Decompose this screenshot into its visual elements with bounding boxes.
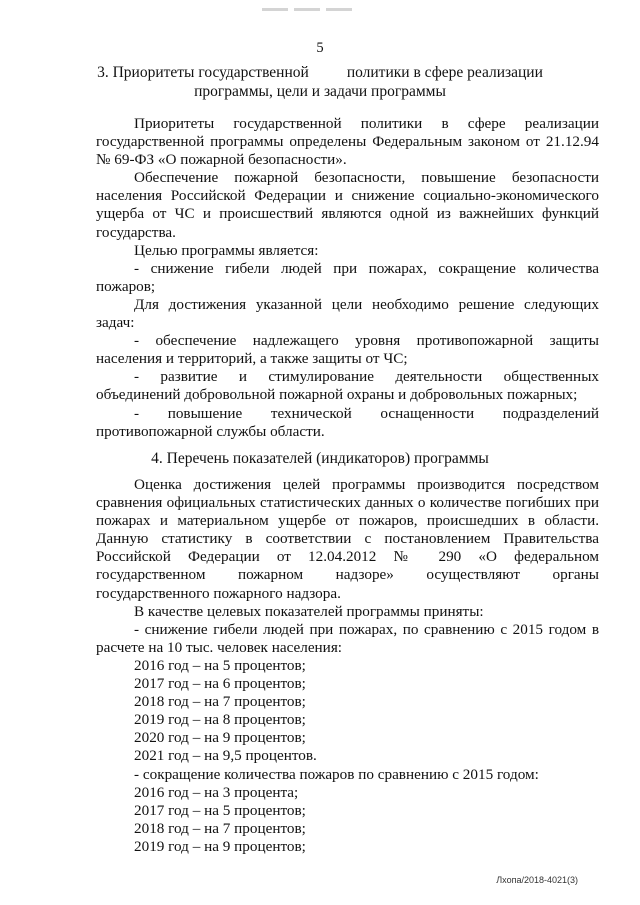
paragraph: Оценка достижения целей программы производится посредством сравнения официальных статистических данных о количестве погибших при пожарах и материальном ущербе от пожаров, происшедших в области. Данную статистику в соответствии с постановлением Правительства Российской Федерации от 12.04.2012 № 290 «О федеральном государственном пожарном надзоре» осуществляют органы государственного пожарного надзора.: [96, 476, 599, 602]
target-item: 2018 год – на 7 процентов;: [134, 819, 306, 837]
section-3-title-part-a: 3. Приоритеты государственной: [97, 64, 309, 81]
target-item: 2021 год – на 9,5 процентов.: [134, 747, 317, 765]
section-3-title-part-b: политики в сфере реализации: [346, 64, 543, 81]
target-item: 2017 год – на 5 процентов;: [134, 801, 306, 819]
target-item: 2018 год – на 7 процентов;: [134, 693, 306, 711]
section-3-title-line-2: программы, цели и задачи программы: [194, 83, 446, 100]
target-item: 2017 год – на 6 процентов;: [134, 675, 306, 693]
list-item: - обеспечение надлежащего уровня противопожарной защиты населения и территорий, а также защиты от ЧС;: [96, 332, 599, 368]
list-item: - повышение технической оснащенности подразделений противопожарной службы области.: [96, 404, 599, 440]
scan-artifact: [262, 4, 372, 14]
paragraph: Обеспечение пожарной безопасности, повышение безопасности населения Российской Федерации и снижение социально-экономического ущерба от ЧС и происшествий являются одной из важнейших функций государства.: [96, 169, 599, 241]
list-item: - развитие и стимулирование деятельности общественных объединений добровольной пожарной охраны и добровольных пожарных;: [96, 368, 599, 404]
target-item: 2016 год – на 3 процента;: [134, 783, 299, 801]
paragraph: В качестве целевых показателей программы приняты:: [134, 602, 484, 620]
section-3-body: [96, 115, 599, 441]
paragraph: Для достижения указанной цели необходимо решение следующих задач:: [96, 295, 599, 332]
section-4-body: [96, 476, 599, 856]
target-item: 2020 год – на 9 процентов;: [134, 729, 306, 747]
target-item: 2019 год – на 8 процентов;: [134, 711, 306, 729]
document-code: Лхопа/2018-4021(3): [496, 875, 578, 885]
list-item: - сокращение количества пожаров по сравнению с 2015 годом:: [134, 765, 539, 783]
list-item: - снижение гибели людей при пожарах, по сравнению с 2015 годом в расчете на 10 тыс. человек населения:: [96, 620, 599, 656]
section-4-title: 4. Перечень показателей (индикаторов) программы: [151, 450, 489, 467]
list-item: - снижение гибели людей при пожарах, сокращение количества пожаров;: [96, 259, 599, 295]
paragraph: Целью программы является:: [134, 241, 319, 259]
section-3-title: [60, 63, 580, 101]
target-item: 2019 год – на 9 процентов;: [134, 837, 306, 855]
paragraph: Приоритеты государственной политики в сфере реализации государственной программы определены Федеральным законом от 21.12.94 № 69-ФЗ «О пожарной безопасности».: [96, 115, 599, 169]
target-item: 2016 год – на 5 процентов;: [134, 656, 306, 674]
page-number: 5: [316, 40, 324, 56]
